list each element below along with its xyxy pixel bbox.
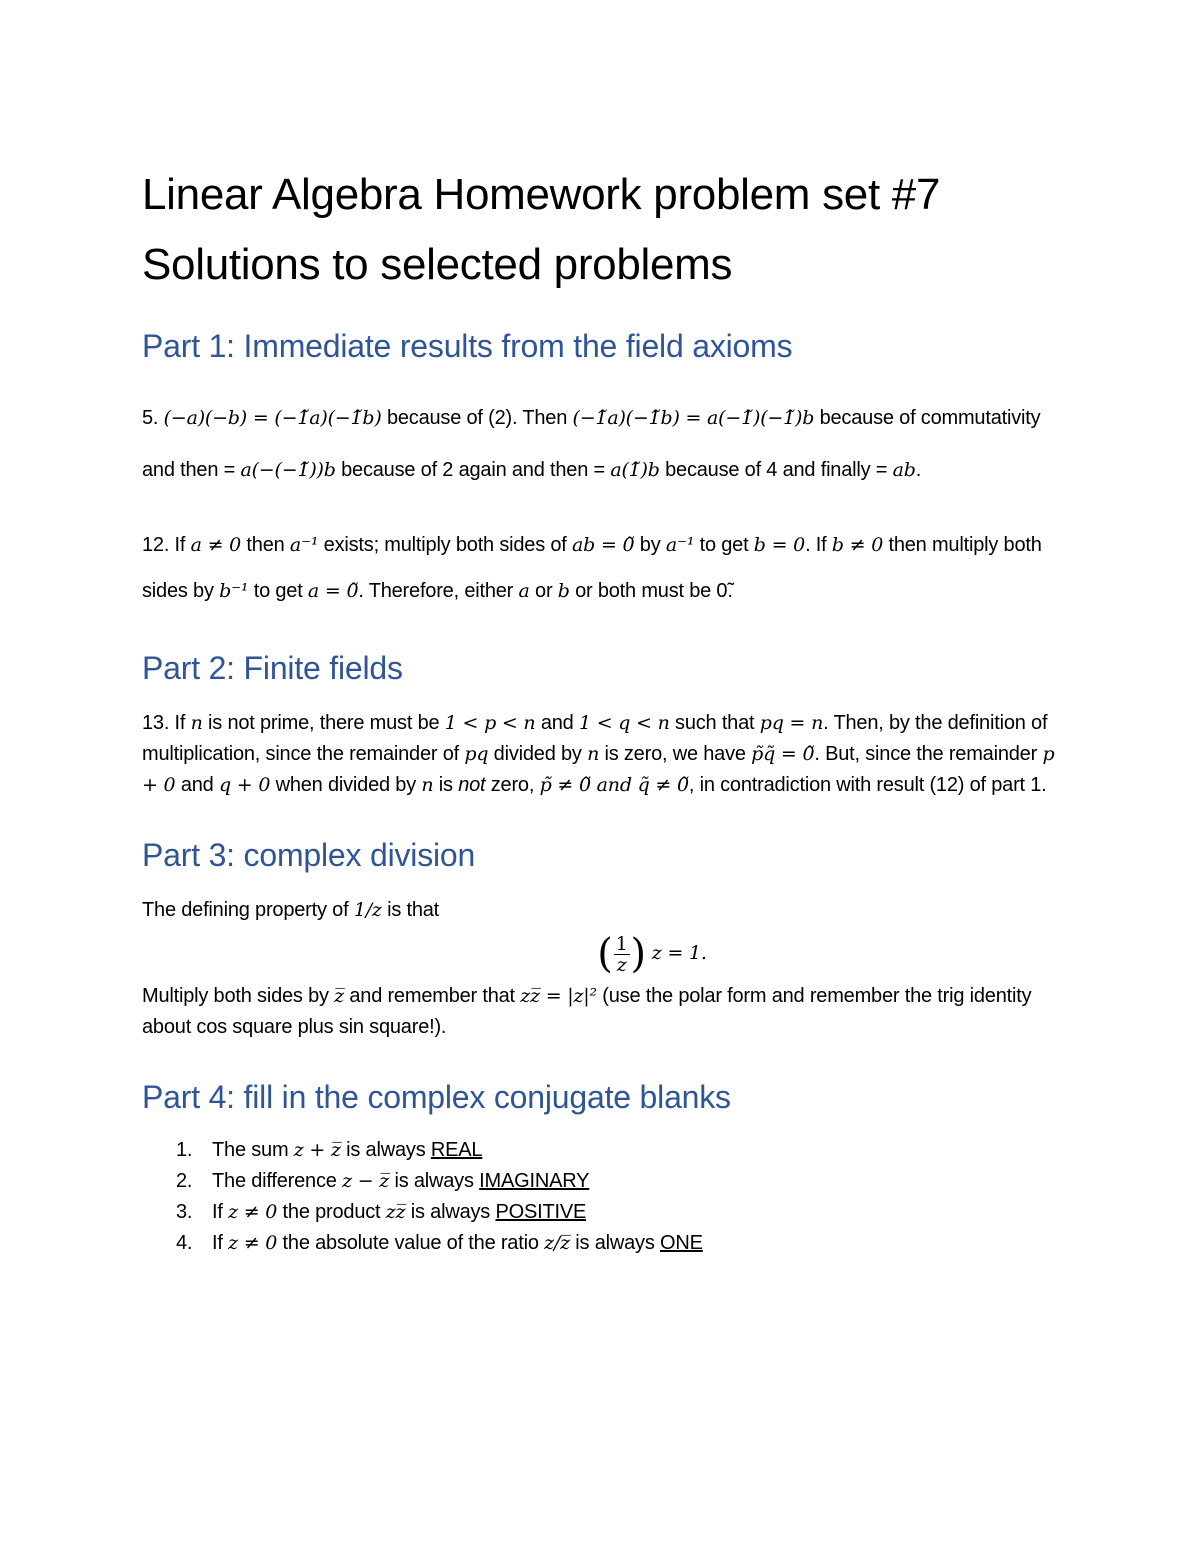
math-expression: ab = 0̃ [572,534,635,556]
text: and [540,712,574,734]
math-expression: zz̅ [385,1201,406,1223]
fraction [614,934,630,975]
text: then multiply both sides by [142,534,1042,602]
math-expression: b ≠ 0 [831,534,884,556]
text: . Therefore, either [358,580,514,602]
text: and [180,774,214,796]
blanks-list [142,1135,1062,1259]
math-expression: z = 1. [651,942,707,964]
math-expression: a = 0̃ [307,580,359,602]
math-expression: a(−(−1̃))b [240,459,336,481]
text: The sum [212,1139,289,1161]
math-expression: z̅ [334,985,344,1007]
math-expression: n [587,743,600,765]
text: by [639,534,661,556]
math-expression: (−1̃a)(−1̃b) = a(−1̃)(−1̃)b [572,407,815,429]
text: when divided by [275,774,417,796]
text: is always [575,1232,655,1254]
answer-underlined: ONE [660,1232,703,1254]
title-line-1: Linear Algebra Homework problem set #7 [142,170,941,219]
text: divided by [493,743,582,765]
text: is not prime, there must be [208,712,440,734]
list-item [176,1166,1062,1197]
problem-13 [142,708,1062,801]
answer-underlined: POSITIVE [495,1201,587,1223]
text: is always [346,1139,426,1161]
math-expression: a(1̃)b [610,459,660,481]
math-expression: (−a)(−b) = (−1̃a)(−1̃b) [163,407,382,429]
text: and remember that [349,985,515,1007]
math-expression: n [190,712,203,734]
part2-heading: Part 2: Finite fields [142,650,403,686]
text: is always [410,1201,491,1223]
part3-intro [142,895,1062,926]
text: is [438,774,453,796]
math-expression: pq [464,743,489,765]
centered-equation [142,926,1062,981]
text: , in contradiction with result (12) of part 1. [688,774,1047,796]
text: to get [699,534,749,556]
text: because of 4 and finally = [665,459,888,481]
text: . Then, by the definition of multiplication, since the remainder of [142,712,1048,765]
document-content [142,160,1062,1259]
left-paren: ( [597,931,613,977]
math-expression: z − z̅ [342,1170,390,1192]
math-expression: b⁻¹ [219,580,249,602]
math-expression: a⁻¹ [665,534,695,556]
text: to get [253,580,303,602]
part3-heading: Part 3: complex division [142,837,476,873]
text: If [212,1201,223,1223]
math-expression: zz̅ = |z|² [520,985,597,1007]
list-number: 3. [176,1201,193,1223]
list-number: 2. [176,1170,193,1192]
text: or [535,580,553,602]
problem-number: 5. [142,407,159,429]
problem-number: 13. If [142,712,186,734]
list-number: 4. [176,1232,193,1254]
answer-underlined: IMAGINARY [479,1170,590,1192]
fraction-numerator: 1 [615,932,628,955]
math-expression: z ≠ 0 [228,1232,278,1254]
title-line-2: Solutions to selected problems [142,240,733,289]
problem-12 [142,522,1062,614]
text: such that [675,712,755,734]
document-title [142,160,1062,300]
list-item [176,1228,1062,1259]
math-expression: 1 < p < n [444,712,536,734]
math-expression: ab [892,459,916,481]
text: because of commutativity and then = [142,407,1041,481]
right-paren: ) [630,931,646,977]
text: . But, since the remainder [814,743,1038,765]
list-item [176,1135,1062,1166]
math-expression: a ≠ 0 [190,534,242,556]
math-expression: b = 0 [753,534,806,556]
math-expression: z ≠ 0 [228,1201,278,1223]
text: exists; multiply both sides of [323,534,567,556]
text: is always [394,1170,474,1192]
text: Multiply both sides by [142,985,329,1007]
italic-text: not [458,774,486,796]
text: because of 2 again and then = [341,459,605,481]
math-expression: a⁻¹ [289,534,319,556]
text: . If [805,534,827,556]
fraction-denominator: z [616,953,627,976]
part1-heading: Part 1: Immediate results from the field axioms [142,328,793,364]
math-expression: p̃ ≠ 0̃ and q̃ ≠ 0̃ [539,774,689,796]
math-expression: z/z̅ [544,1232,570,1254]
text: . [915,459,922,481]
problem-5 [142,392,1062,496]
math-expression: 1 < q < n [578,712,670,734]
text: is zero, we have [604,743,746,765]
text: or both must be 0̃. [575,580,733,602]
problem-number: 12. If [142,534,186,556]
math-expression: pq = n [759,712,824,734]
math-expression: p + 0 [142,743,1055,796]
math-expression: 1/z [353,899,382,921]
text: If [212,1232,223,1254]
text: because of (2). Then [386,407,568,429]
text: The defining property of [142,899,349,921]
text: The difference [212,1170,337,1192]
list-number: 1. [176,1139,193,1161]
list-item [176,1197,1062,1228]
text: zero, [490,774,535,796]
math-expression: p̃q̃ = 0̃ [751,743,815,765]
math-expression: n [421,774,434,796]
answer-underlined: REAL [430,1139,483,1161]
text: (use the polar form and remember the trig identity about cos square plus sin square!). [142,985,1032,1038]
math-expression: b [557,580,570,602]
math-expression: z + z̅ [293,1139,341,1161]
text: the absolute value of the ratio [282,1232,539,1254]
text: then [246,534,285,556]
text: the product [282,1201,381,1223]
fraction-expression [597,931,707,977]
part3-explanation [142,981,1062,1043]
math-expression: a [518,580,530,602]
text: is that [387,899,440,921]
part4-heading: Part 4: fill in the complex conjugate blanks [142,1079,731,1115]
math-expression: q + 0 [218,774,271,796]
